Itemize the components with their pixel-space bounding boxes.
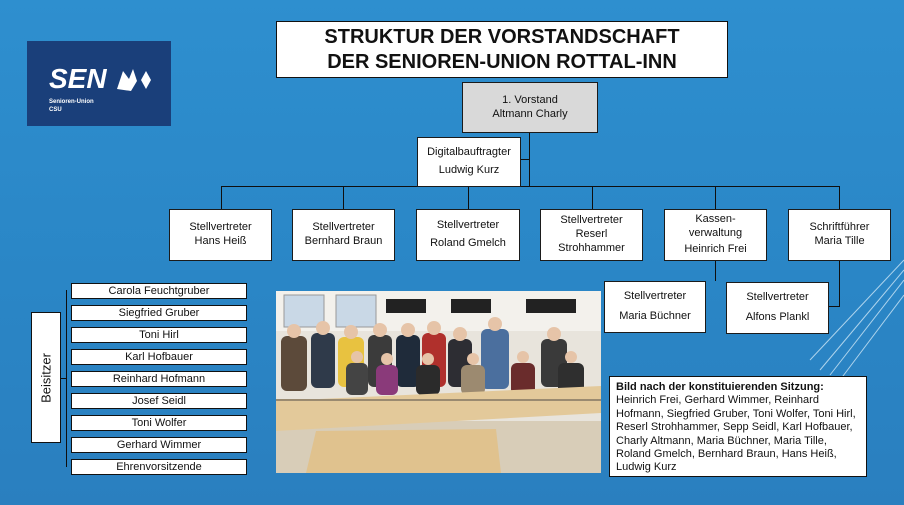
deputy-name: Roland Gmelch xyxy=(430,237,506,249)
chair-role: 1. Vorstand xyxy=(502,93,558,106)
beisitzer-item: Gerhard Wimmer xyxy=(71,437,247,453)
connector-chair-trunk xyxy=(529,133,530,186)
connector-kassen-sub xyxy=(715,261,716,281)
treasury-role: Kassen- xyxy=(695,213,736,226)
connector-schrift-sub-v xyxy=(839,261,840,307)
secretary-box xyxy=(788,209,891,261)
senioren-union-logo xyxy=(27,41,171,126)
connector-drop-2 xyxy=(343,186,344,209)
photo-caption xyxy=(609,376,867,477)
title-line1: STRUKTUR DER VORSTANDSCHAFT xyxy=(324,25,680,48)
digital-box xyxy=(417,137,521,187)
digital-name: Ludwig Kurz xyxy=(438,164,500,176)
digital-role: Digitalbauftragter xyxy=(427,146,511,159)
page-title xyxy=(276,21,728,78)
deputy-name-line2: Strohhammer xyxy=(558,241,625,254)
deputy-box-4 xyxy=(540,209,643,261)
deputy-name: Reserl xyxy=(575,228,608,241)
logo-line2: CSU xyxy=(49,107,62,113)
deputy-role: Stellvertreter xyxy=(312,221,375,234)
caption-text: Heinrich Frei, Gerhard Wimmer, Reinhard Hofmann, Siegfried Gruber, Toni Wolfer, Toni Hirl, Reserl Strohhammer, Sepp Seidl, Karl Hofbauer, Charly Altmann, Maria Büchner, Maria Tille, Roland Gmelch, Bernhard Braun, Hans Heiß, Ludwig Kurz xyxy=(616,394,856,474)
group-photo xyxy=(276,291,601,473)
sub-deputy-name: Maria Büchner xyxy=(619,310,691,322)
caption-heading: Bild nach der konstituierenden Sitzung: xyxy=(616,381,824,393)
deputy-role: Stellvertreter xyxy=(436,219,500,232)
beisitzer-item: Reinhard Hofmann xyxy=(71,371,247,387)
deputy-box-3 xyxy=(416,209,520,261)
lion-icon xyxy=(113,65,153,95)
beisitzer-item: Toni Wolfer xyxy=(71,415,247,431)
beisitzer-item: Josef Seidl xyxy=(71,393,247,409)
treasury-box xyxy=(664,209,767,261)
chair-box xyxy=(462,82,598,133)
chair-name: Altmann Charly xyxy=(492,107,568,120)
deputy-role: Stellvertreter xyxy=(189,221,252,234)
treasury-role-line2: verwaltung xyxy=(688,227,743,240)
sub-deputy-name: Alfons Plankl xyxy=(745,311,810,323)
title-line2: DER SENIOREN-UNION ROTTAL-INN xyxy=(327,50,677,73)
logo-mark: SEN xyxy=(49,63,107,94)
beisitzer-item: Karl Hofbauer xyxy=(71,349,247,365)
secretary-name: Maria Tille xyxy=(814,235,865,247)
connector-schrift-sub-h xyxy=(829,306,840,307)
beisitzer-item: Ehrenvorsitzende xyxy=(71,459,247,475)
sub-deputy-role: Stellvertreter xyxy=(623,290,687,303)
deputy-name: Bernhard Braun xyxy=(304,235,383,247)
sub-deputy-role: Stellvertreter xyxy=(746,291,809,304)
beisitzer-item: Toni Hirl xyxy=(71,327,247,343)
deputy-name: Hans Heiß xyxy=(194,235,247,247)
treasury-name: Heinrich Frei xyxy=(684,242,747,255)
connector-beisitzer-v xyxy=(66,290,67,467)
connector-drop-4 xyxy=(592,186,593,209)
deputy-role: Stellvertreter xyxy=(560,214,623,227)
beisitzer-label-text: Beisitzer xyxy=(38,352,54,403)
secretary-role: Schriftführer xyxy=(809,221,870,234)
connector-drop-6 xyxy=(839,186,840,209)
group-photo-illustration xyxy=(276,291,601,473)
deputy-box-2 xyxy=(292,209,395,261)
connector-drop-5 xyxy=(715,186,716,209)
logo-line1: Senioren-Union xyxy=(49,99,94,105)
sub-deputy-box-1 xyxy=(604,281,706,333)
beisitzer-label xyxy=(31,312,61,443)
deputy-box-1 xyxy=(169,209,272,261)
connector-drop-1 xyxy=(221,186,222,209)
connector-drop-3 xyxy=(468,186,469,209)
connector-horizontal-main xyxy=(221,186,839,187)
beisitzer-item: Carola Feuchtgruber xyxy=(71,283,247,299)
beisitzer-item: Siegfried Gruber xyxy=(71,305,247,321)
sub-deputy-box-2 xyxy=(726,282,829,334)
